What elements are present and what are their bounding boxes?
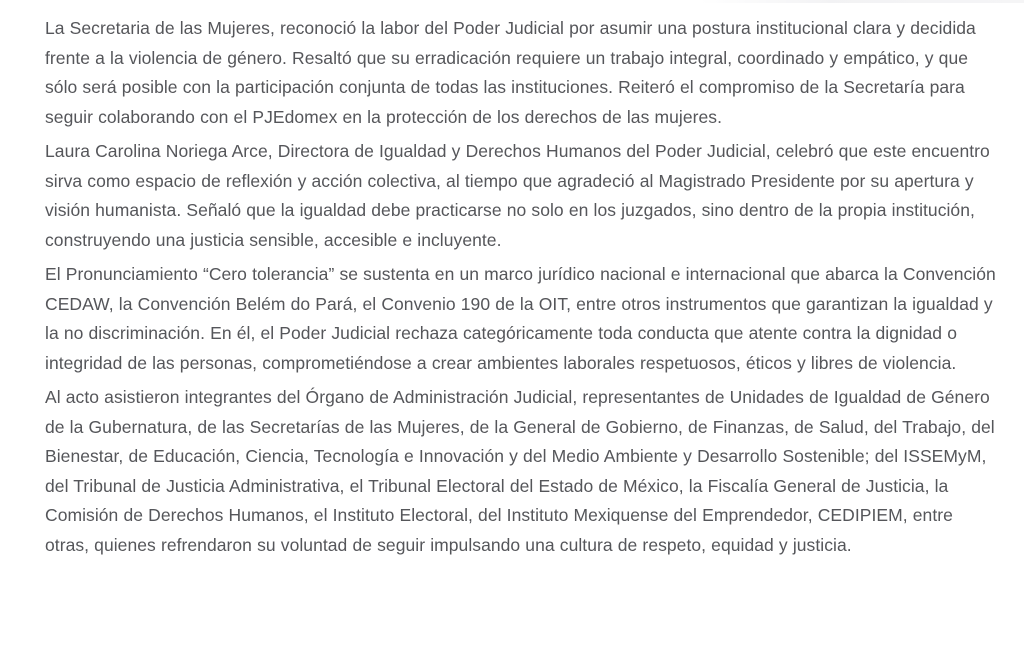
article-body bbox=[45, 14, 1001, 565]
article-paragraph: La Secretaria de las Mujeres, reconoció la labor del Poder Judicial por asumir una postura institucional clara y decidida frente a la violencia de género. Resaltó que su erradicación requiere un trabajo integral, coordinado y empático, y que sólo será posible con la participación conjunta de todas las instituciones. Reiteró el compromiso de la Secretaría para seguir colaborando con el PJEdomex en la protección de los derechos de las mujeres. bbox=[45, 18, 976, 127]
article-paragraph: El Pronunciamiento “Cero tolerancia” se sustenta en un marco jurídico nacional e internacional que abarca la Convención CEDAW, la Convención Belém do Pará, el Convenio 190 de la OIT, entre otros instrumentos que garantizan la igualdad y la no discriminación. En él, el Poder Judicial rechaza categóricamente toda conducta que atente contra la dignidad o integridad de las personas, comprometiéndose a crear ambientes laborales respetuosos, éticos y libres de violencia. bbox=[45, 264, 996, 373]
article-paragraph: Laura Carolina Noriega Arce, Directora de Igualdad y Derechos Humanos del Poder Judicial, celebró que este encuentro sirva como espacio de reflexión y acción colectiva, al tiempo que agradeció al Magistrado Presidente por su apertura y visión humanista. Señaló que la igualdad debe practicarse no solo en los juzgados, sino dentro de la propia institución, construyendo una justicia sensible, accesible e incluyente. bbox=[45, 141, 990, 250]
article-paragraph: Al acto asistieron integrantes del Órgano de Administración Judicial, representantes de Unidades de Igualdad de Género de la Gubernatura, de las Secretarías de las Mujeres, de la General de Gobierno, de Finanzas, de Salud, del Trabajo, del Bienestar, de Educación, Ciencia, Tecnología e Innovación y del Medio Ambiente y Desarrollo Sostenible; del ISSEMyM, del Tribunal de Justicia Administrativa, el Tribunal Electoral del Estado de México, la Fiscalía General de Justicia, la Comisión de Derechos Humanos, el Instituto Electoral, del Instituto Mexiquense del Emprendedor, CEDIPIEM, entre otras, quienes refrendaron su voluntad de seguir impulsando una cultura de respeto, equidad y justicia. bbox=[45, 387, 995, 555]
cropped-text-artifact bbox=[700, 0, 1024, 3]
